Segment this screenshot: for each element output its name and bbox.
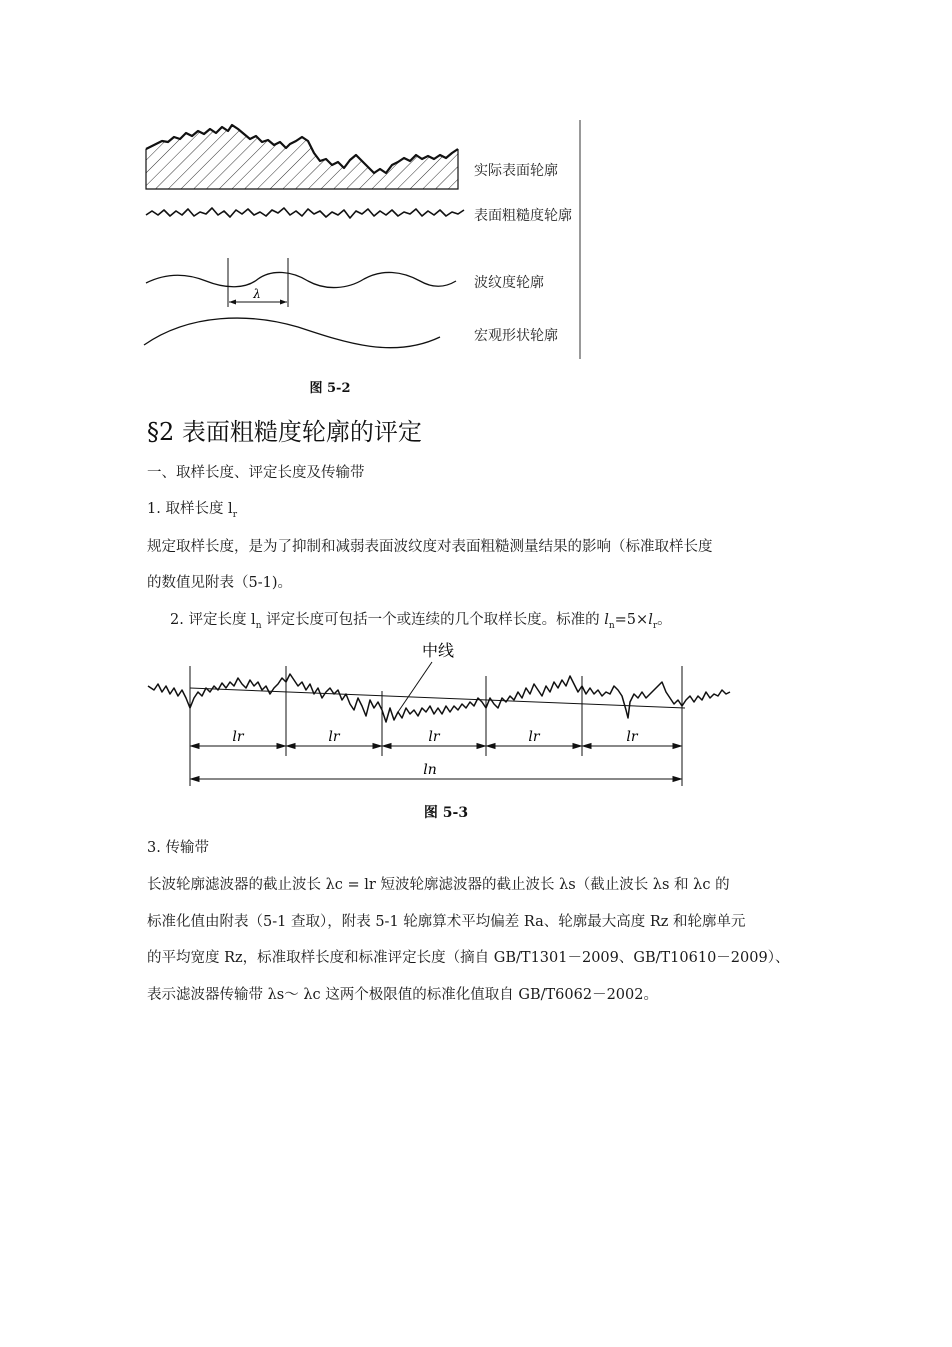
item-3-line4: 表示滤波器传输带 λs～ λc 这两个极限值的标准化值取自 GB/T6062－2002。 — [147, 987, 658, 1003]
subsection-heading: 一、取样长度、评定长度及传输带 — [147, 465, 365, 481]
centerline-label: 中线 — [421, 641, 455, 660]
section-title: §2 表面粗糙度轮廓的评定 — [147, 418, 422, 446]
label-form-profile: 宏观形状轮廓 — [474, 328, 558, 344]
lr-sub: r — [652, 620, 658, 631]
ln-label: ln — [423, 762, 437, 778]
item-2-text-a-sub: n — [255, 620, 262, 631]
item-2-text-a: 2. 评定长度 l — [170, 612, 256, 628]
lr-label-2: lr — [328, 729, 340, 745]
lr-label-3: lr — [428, 729, 440, 745]
figure-5-2-caption: 图 5-2 — [309, 381, 351, 396]
item-2-text-d: 。 — [657, 612, 672, 628]
lr-label-5: lr — [626, 729, 638, 745]
figure-5-3-caption: 图 5-3 — [423, 805, 469, 821]
label-actual-profile: 实际表面轮廓 — [474, 163, 558, 179]
item-1-heading-sub: r — [232, 509, 238, 520]
item-3-heading: 3. 传输带 — [147, 840, 209, 856]
lambda-label: λ — [253, 287, 261, 301]
lr-label-1: lr — [232, 729, 244, 745]
form-profile — [144, 318, 440, 348]
item-3-line2: 标准化值由附表（5-1 查取），附表 5-1 轮廓算术平均偏差 Ra、轮廓最大高度 Rz 和轮廓单元 — [147, 914, 746, 930]
lr-label-4: lr — [528, 729, 540, 745]
item-1-heading — [147, 499, 237, 525]
centerline-pointer — [398, 662, 432, 712]
lr-var: l — [648, 612, 653, 628]
waviness-profile — [146, 272, 456, 287]
label-roughness-profile: 表面粗糙度轮廓 — [474, 208, 572, 224]
item-1-heading-text: 1. 取样长度 l — [147, 501, 233, 517]
item-1-para-line2: 的数值见附表（5-1)。 — [147, 575, 293, 591]
item-1-para-line1: 规定取样长度，是为了抑制和减弱表面波纹度对表面粗糙测量结果的影响（标准取样长度 — [147, 539, 713, 555]
ln-var: l — [604, 612, 609, 628]
item-3-line3: 的平均宽度 Rz，标准取样长度和标准评定长度（摘自 GB/T1301－2009、GB/T10610－2009）、 — [147, 950, 790, 966]
item-2-text-c: =5× — [614, 612, 649, 628]
label-waviness-profile: 波纹度轮廓 — [474, 275, 544, 291]
item-2-text-b: 评定长度可包括一个或连续的几个取样长度。标准的 — [261, 612, 605, 628]
figure-5-3 — [140, 636, 750, 796]
roughness-profile — [146, 208, 464, 218]
ln-sub: n — [608, 620, 615, 631]
item-3-line1: 长波轮廓滤波器的截止波长 λc = lr 短波轮廓滤波器的截止波长 λs（截止波长 λs 和 λc 的 — [147, 877, 730, 893]
item-2-text — [170, 610, 672, 636]
actual-profile — [140, 115, 470, 195]
